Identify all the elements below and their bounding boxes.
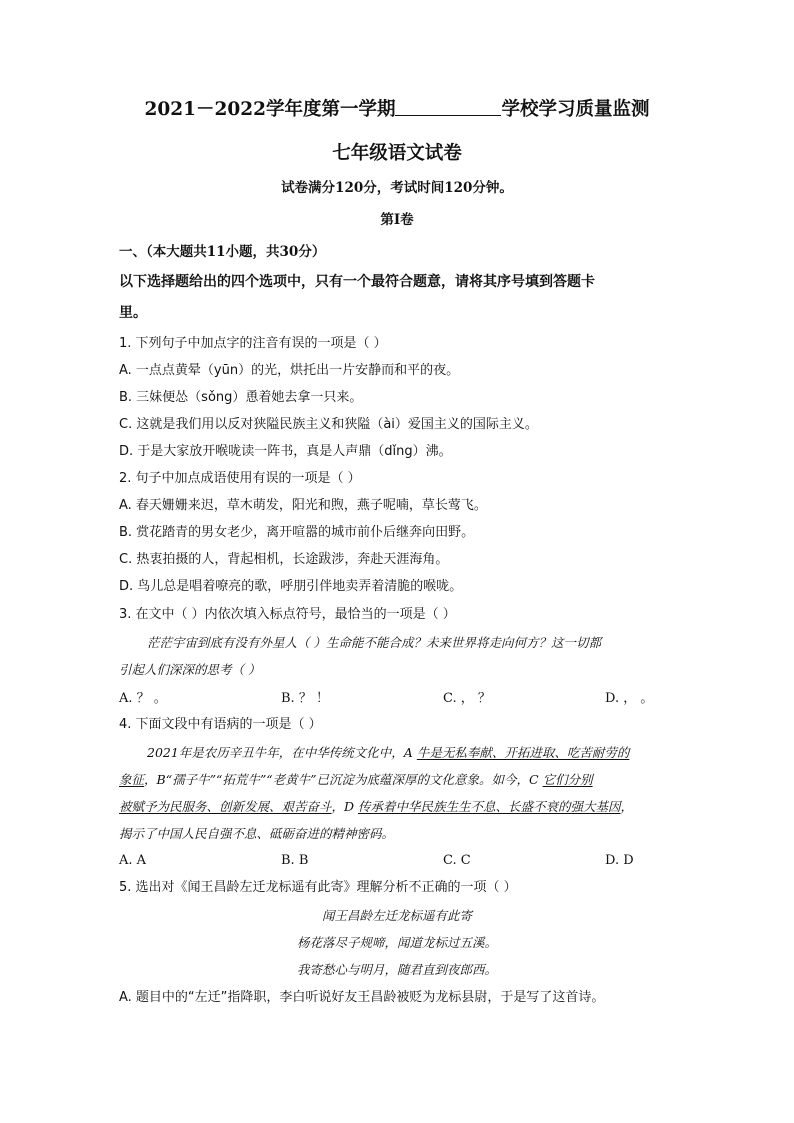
q3-option-b: B. ？ ！ [281, 691, 329, 706]
q4-stem: 4. 下面文段中有语病的一项是（ ） [119, 717, 322, 732]
q2-option-b: B. 赏花踏青的男女老少，离开喧嚣的城市前仆后继奔向田野。 [119, 525, 475, 540]
q1-option-c: C. 这就是我们用以反对狭隘民族主义和狭隘（ài）爱国主义的国际主义。 [119, 417, 538, 432]
q5-option-a: A. 题目中的“左迁”指降职，李白听说好友王昌龄被贬为龙标县尉，于是写了这首诗。 [119, 990, 605, 1005]
q4-option-c: C. C [443, 853, 471, 868]
school-name-blank [395, 99, 501, 116]
exam-title [0, 99, 794, 121]
section-instruction-line1: 以下选择题给出的四个选项中，只有一个最符合题意，请将其序号填到答题卡 [119, 274, 595, 290]
q4-passage-line1 [147, 745, 629, 761]
q4-underlined-d: 传承着中华民族生生不息、长盛不衰的强大基因 [358, 799, 621, 814]
q4-underlined-c-end: 被赋予为民服务、创新发展、艰苦奋斗 [119, 799, 332, 814]
q2-option-d: D. 鸟儿总是唱着嘹亮的歌，呼朋引伴地卖弄着清脆的喉咙。 [119, 579, 463, 594]
q3-option-c: C. ， ？ [443, 691, 491, 706]
q1-option-b: B. 三妹便怂（sǒng）恿着她去拿一只来。 [119, 390, 363, 405]
q1-stem: 1. 下列句子中加点字的注音有误的一项是（ ） [119, 336, 387, 351]
q3-passage-line2: 引起人们深深的思考（ ） [119, 662, 261, 677]
q3-option-d: D. ， 。 [605, 691, 654, 706]
poem-line1: 杨花落尽子规啼，闻道龙标过五溪。 [296, 935, 497, 950]
poem-line2: 我寄愁心与明月，随君直到夜郎西。 [296, 962, 497, 977]
q4-text: ， [620, 799, 634, 814]
section-instruction-line2: 里。 [119, 305, 147, 321]
q2-option-a: A. 春天姗姗来迟，草木萌发，阳光和煦，燕子呢喃，草长莺飞。 [119, 498, 487, 513]
q3-option-a: A. ？ 。 [119, 691, 167, 706]
q1-option-a: A. 一点点黄晕（yūn）的光，烘托出一片安静而和平的夜。 [119, 363, 460, 378]
q4-underlined-a-end: 象征 [119, 772, 145, 787]
q4-text: ，D [331, 799, 359, 814]
exam-info: 试卷满分120分，考试时间120分钟。 [281, 180, 513, 196]
q1-option-d: D. 于是大家放开喉咙读一阵书，真是人声鼎（dǐng）沸。 [119, 444, 452, 459]
q4-text: 2021年是农历辛丑牛年，在中华传统文化中，A [147, 745, 417, 760]
section-heading: 一、（本大题共11小题，共30分） [119, 244, 326, 260]
q2-stem: 2. 句子中加点成语使用有误的一项是（ ） [119, 471, 361, 486]
q4-text: ，B“孺子牛”“拓荒牛”“老黄牛”已沉淀为底蕴深厚的文化意象。如今，C [144, 772, 543, 787]
title-part1: 2021－2022学年度第一学期 [144, 99, 396, 120]
q4-passage-line4: 揭示了中国人民自强不息、砥砺奋进的精神密码。 [119, 826, 395, 841]
q3-stem: 3. 在文中（ ）内依次填入标点符号，最恰当的一项是（ ） [119, 607, 456, 622]
q3-passage-line1: 茫茫宇宙到底有没有外星人（ ）生命能不能合成？未来世界将走向何方？这一切都 [147, 635, 601, 650]
q4-option-d: D. D [605, 853, 634, 868]
volume-label: 第Ⅰ卷 [380, 212, 414, 228]
poem-title: 闻王昌龄左迁龙标遥有此寄 [321, 908, 472, 923]
q4-underlined-c: 它们分别 [542, 772, 593, 787]
q2-option-c: C. 热衷拍摄的人，背起相机，长途跋涉，奔赴天涯海角。 [119, 552, 449, 567]
exam-subtitle: 七年级语文试卷 [332, 143, 462, 164]
q5-stem: 5. 选出对《闻王昌龄左迁龙标遥有此寄》理解分析不正确的一项（ ） [119, 880, 517, 895]
title-part2: 学校学习质量监测 [501, 99, 650, 120]
q4-option-b: B. B [281, 853, 309, 868]
q4-option-a: A. A [119, 853, 147, 868]
q4-passage-line3 [119, 799, 633, 815]
q4-underlined-a: 牛是无私奉献、开拓进取、吃苦耐劳的 [416, 745, 630, 760]
q4-passage-line2 [119, 772, 593, 788]
